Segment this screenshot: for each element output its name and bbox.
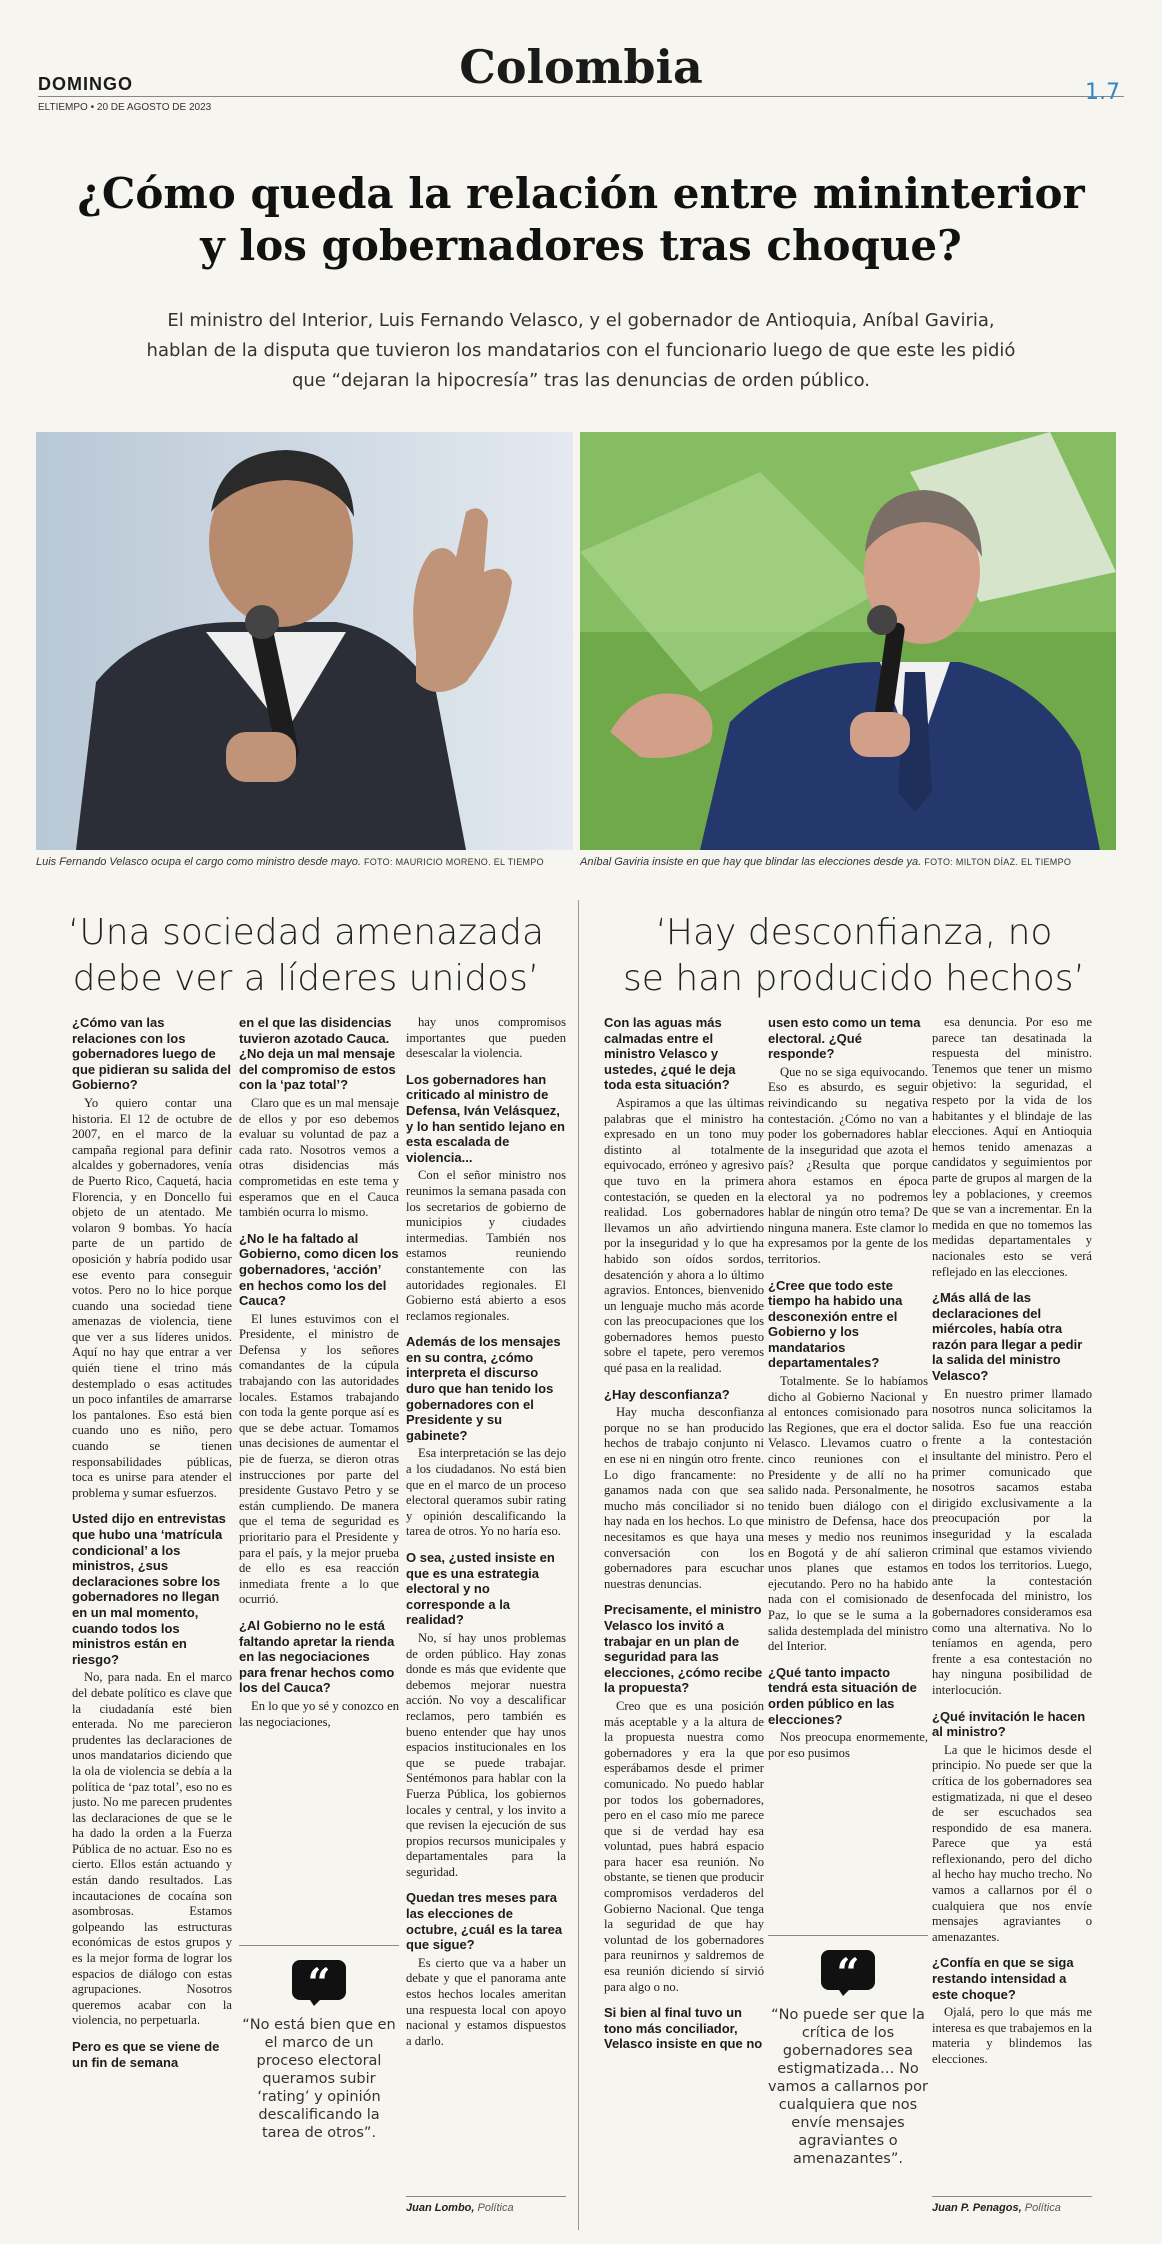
interview-answer: Yo quiero contar una historia. El 12 de octubre de 2007, en el marco de la campaña regional para definir alcaldes y gobernadores, venía de Puerto Rico, Caquetá, hacia Florencia, y en Doncello fui objeto de un atentado. Me volaron 9 bombas. Yo hacía parte de un partido de oposición y habría podido usar ese evento para conseguir votos. Pero no lo hice porque cuando una sociedad tiene amenazas de violencia, tiene que ver a sus líderes unidos. Aquí no hay que entrar a ver quién tiene el trino más destemplado o esas actitudes un poco infantiles de amarrarse los pantalones. Eso está bien cuando uno es niño, pero cuando se tienen responsabilidades públicas, toca es unirse para atender el problema y sumar esfuerzos.: [72, 1095, 232, 1500]
article-deck: El ministro del Interior, Luis Fernando Velasco, y el gobernador de Antioquia, Aníbal Gaviria, hablan de la disputa que tuvieron los mandatarios con el funcionario luego de que este les pidió que “dejaran la hipocresía” tras las denuncias de orden público.: [146, 310, 1016, 391]
byline-left: [406, 2202, 514, 2214]
interview-question: usen esto como un tema electoral. ¿Qué responde?: [768, 1015, 921, 1062]
quote-icon: [821, 1950, 875, 1996]
interview-answer: En lo que yo sé y conozco en las negociaciones,: [239, 1698, 399, 1729]
byline-role: Política: [477, 2202, 514, 2214]
byline-role: Política: [1024, 2202, 1061, 2214]
byline-rule: [932, 2196, 1092, 2197]
interview-answer: El lunes estuvimos con el Presidente, el ministro de Defensa y los señores comandantes de la cúpula trabajando con las autoridades locales. Estamos trabajando con toda la gente porque así es que se debe actuar. Tomamos unas decisiones de aumentar el pie de fuerza, se dieron otras instrucciones por parte del presidente Gustavo Petro y se están cumpliendo. De manera que el tema de seguridad es prioritario para el Presidente y para el país, y la mejor prueba de ello es esa reacción inmediata frente a lo que ocurrió.: [239, 1311, 399, 1607]
interview-question: ¿Al Gobierno no le está faltando apretar la rienda en las negociaciones para frenar hechos como los del Cauca?: [239, 1617, 395, 1696]
photo-velasco: [36, 432, 573, 850]
page-number: 1.7: [1085, 80, 1120, 105]
interview-answer: La que le hicimos desde el principio. No puede ser que la crítica de los gobernadores sea estigmatizada, ni que el deseo de ser escuchados sea respondido de esa manera. Parece que ya está reflexionando, pero del dicho al hecho hay mucho trecho. No vamos a callarnos por él o cualquiera que nos envíe mensajes agraviantes o amenazantes.: [932, 1742, 1092, 1944]
title-line-1: ‘Una sociedad amenazada: [67, 912, 545, 953]
text-column-4: [604, 1015, 764, 2220]
interview-answer: No, sí hay unos problemas de orden público. Hay zonas donde es más que evidente que debemos mejorar nuestra acción. No voy a descalificar reclamos, pero también es bueno entender que hay unos espacios institucionales en los que se puede trabajar. Sentémonos para hablar con la Fuerza Pública, los gobiernos locales y central, y los invito a que revisen la ejecución de sus propios recursos municipales y departamentales para la seguridad.: [406, 1630, 566, 1879]
interview-answer: Claro que es un mal mensaje de ellos y por eso debemos evaluar su voluntad de paz a cada rato. Nosotros vemos a otras disidencias más comprometidas en este tema y esperamos que en el Cauca también ocurra lo mismo.: [239, 1095, 399, 1220]
interview-answer: Esa interpretación se las dejo a los ciudadanos. No está bien que en el marco de un proceso electoral queramos subir rating y opinión descalificando la tarea de otros. Yo no haría eso.: [406, 1446, 566, 1539]
interview-question: Precisamente, el ministro Velasco los invitó a trabajar en un plan de seguridad para las elecciones, ¿cómo recibe la propuesta?: [604, 1602, 763, 1696]
interview-question: en el que las disidencias tuvieron azotado Cauca. ¿No deja un mal mensaje del compromiso de estos con la ‘paz total’?: [239, 1015, 396, 1093]
header-rule: [38, 96, 1124, 97]
interview-answer: Hay mucha desconfianza porque no se han producido hechos de trabajo conjunto ni en ese ni en ningún otro frente. Lo digo francamente: no ganamos nada con que sea mucho más conciliador si no hay nada en los hechos. Lo que necesitamos es que haya una conversación con los gobernadores para escuchar nuestras denuncias.: [604, 1405, 764, 1591]
text-column-6: [932, 1015, 1092, 2220]
title-line-1: ‘Hay desconfianza, no: [655, 912, 1053, 953]
interview-question: ¿No le ha faltado al Gobierno, como dicen los gobernadores, ‘acción’ en hechos como los del Cauca?: [239, 1230, 399, 1309]
byline-right: [932, 2202, 1061, 2214]
article-headline: [60, 168, 1102, 272]
photo-credit: FOTO: MILTON DÍAZ. EL TIEMPO: [924, 857, 1072, 867]
caption-text: Luis Fernando Velasco ocupa el cargo como ministro desde mayo.: [36, 856, 361, 868]
interview-question: ¿Más allá de las declaraciones del miércoles, había otra razón para llegar a pedir la salida del ministro Velasco?: [932, 1290, 1083, 1384]
interview-answer: Ojalá, pero lo que más me interesa es que trabajemos en la materia y blindemos las elecciones.: [932, 2005, 1092, 2066]
pull-quote-right: [768, 1935, 928, 2168]
pull-quote-rule: [768, 1935, 928, 1936]
quote-icon: [292, 1960, 346, 2006]
byline-author: Juan Lombo,: [406, 2202, 475, 2214]
interview-answer: Es cierto que va a haber un debate y que el panorama ante estos hechos locales ameritan una respuesta local con apoyo nacional y estamos dispuestos a darlo.: [406, 1955, 566, 2048]
interview-question: ¿Qué tanto impacto tendrá esta situación de orden público en las elecciones?: [768, 1664, 917, 1727]
interview-answer: Que no se siga equivocando. Eso es absurdo, es seguir reivindicando su negativa contestación. ¿Cómo no van a poder los gobernadores hablar de la inseguridad que azota el país? ¿Resulta que porque ahora estamos en época electoral ya no podremos hablar de ningún otro tema? De ninguna manera. Este clamor lo expresamos por la gente de los territorios.: [768, 1064, 928, 1266]
pull-quote-text: “No está bien que en el marco de un proceso electoral queramos subir ‘rating’ y opinión descalificando la tarea de otros”.: [242, 2017, 396, 2141]
interview-question: Si bien al final tuvo un tono más conciliador, Velasco insiste en que no: [604, 2005, 763, 2052]
svg-text:“: “: [836, 1950, 860, 1996]
pull-quote-text: “No puede ser que la crítica de los gobernadores sea estigmatizada… No vamos a callarnos por cualquiera que nos envíe mensajes agraviantes o amenazantes”.: [768, 2007, 928, 2167]
interview-answer: Con el señor ministro nos reunimos la semana pasada con los secretarios de gobierno de municipios y ciudades intermedias. También nos estamos reuniendo constantemente con las autoridades regionales. El Gobierno está abierto a esos reclamos regionales.: [406, 1168, 566, 1323]
interview-question: ¿Confía en que se siga restando intensidad a este choque?: [932, 1955, 1074, 2002]
text-column-5: [768, 1015, 928, 1930]
section-title: Colombia: [459, 40, 703, 94]
caption-text: Aníbal Gaviria insiste en que hay que blindar las elecciones desde ya.: [580, 856, 922, 868]
day-label: DOMINGO: [38, 74, 133, 94]
interview-answer: hay unos compromisos importantes que pueden desescalar la violencia.: [406, 1015, 566, 1061]
interview-answer: No, para nada. En el marco del debate político es clave que la ciudadanía esté bien enterada. No me parecieron prudentes las declaraciones de unos mandatarios diciendo que la ola de violencia se debía a la política de ‘paz total’, eso no es justo. No me parecen prudentes las declaraciones de que se le ha dado la orden a la Fuerza Pública de no actuar. Eso no es cierto. Ellos están actuando y están dando resultados. Las incautaciones de cocaína son asombrosas. Estamos golpeando las estructuras económicas de estos grupos y es la mejor forma de lograr los espacios de diálogo con estas agrupaciones. Nosotros queremos acabar con la violencia, no perpetuarla.: [72, 1670, 232, 2028]
title-line-2: debe ver a líderes unidos’: [72, 958, 540, 999]
photo-caption-right: [580, 856, 1116, 868]
text-column-2: [239, 1015, 399, 1935]
interview-question: O sea, ¿usted insiste en que es una estrategia electoral y no corresponde a la realidad?: [406, 1550, 555, 1628]
text-column-3: [406, 1015, 566, 2220]
headline-line-2: y los gobernadores tras choque?: [200, 221, 962, 270]
left-interview-title: [46, 910, 566, 1002]
right-interview-title: [594, 910, 1114, 1002]
interview-question: Además de los mensajes en su contra, ¿cómo interpreta el discurso duro que han tenido los gobernadores con el Presidente y su gabinete?: [406, 1334, 561, 1443]
interview-answer: Aspiramos a que las últimas palabras que el ministro ha expresado en un tono muy distinto al totalmente equivocado, erróneo y agresivo que tuvo en la primera contestación, se queden en la realidad. Los gobernadores llevamos un año advirtiendo por la inseguridad y lo que ha habido son oídos sordos, desatención y ahora a lo último agravios. Entonces, bienvenido un lenguaje mucho más acorde con las preocupaciones que los gobernadores hemos puesto sobre el tapete, pero veremos qué pasa en la realidad.: [604, 1095, 764, 1376]
interview-question: Usted dijo en entrevistas que hubo una ‘matrícula condicional’ a los ministros, ¿sus declaraciones sobre los gobernadores no llegan en un mal momento, cuando todos los ministros están en riesgo?: [72, 1511, 226, 1667]
title-line-2: se han producido hechos’: [623, 958, 1085, 999]
photo-caption-left: [36, 856, 573, 868]
pull-quote-left: [239, 1945, 399, 2142]
byline-rule: [406, 2196, 566, 2197]
interview-answer: Creo que es una posición más aceptable y a la altura de la propuesta nuestra como gobernadores y era la que esperábamos desde el primer comunicado. No puedo hablar por todos los gobernadores, pero en el caso mío me parece que si de verdad hay esa voluntad, pues habrá espacio para hacer esa reunión. No obstante, se tienen que producir compromisos verdaderos del Gobierno Nacional. Que tenga la seguridad de que hay voluntad de los gobernadores para reunirnos y saldremos de esa reunión diciendo sí sirvió para algo o no.: [604, 1698, 764, 1994]
interview-question: ¿Cómo van las relaciones con los gobernadores luego de que pidieran su salida del Gobierno?: [72, 1015, 231, 1093]
interview-question: Los gobernadores han criticado al ministro de Defensa, Iván Velásquez, y lo han sentido lejano en esta escalada de violencia...: [406, 1071, 565, 1165]
photo-gaviria: [580, 432, 1116, 850]
byline-author: Juan P. Penagos,: [932, 2202, 1022, 2214]
interview-question: Pero es que se viene de un fin de semana: [72, 2039, 220, 2070]
interview-answer: Totalmente. Se lo habíamos dicho al Gobierno Nacional y al entonces comisionado para las Regiones, que era el doctor Velasco. Llevamos cuatro o cinco reuniones con el Presidente y de allí no ha salido nada. Personalmente, he tenido buen diálogo con el ministro de Defensa, hace dos meses y medio nos reunimos en Bogotá y de ahí salieron unos planes que estamos ejecutando. Pero no ha habido nada con el comisionado de Paz, lo que se le suma a la salida destemplada del ministro del Interior.: [768, 1374, 928, 1654]
interview-question: ¿Hay desconfianza?: [604, 1386, 730, 1402]
interview-answer: Nos preocupa enormemente, por eso pusimos: [768, 1730, 928, 1760]
photo-credit: FOTO: MAURICIO MORENO. EL TIEMPO: [363, 857, 544, 867]
interview-question: ¿Qué invitación le hacen al ministro?: [932, 1708, 1086, 1740]
interview-question: Quedan tres meses para las elecciones de octubre, ¿cuál es la tarea que sigue?: [406, 1890, 563, 1953]
text-column-1: [72, 1015, 232, 2220]
page-header: [38, 30, 1124, 120]
svg-text:“: “: [307, 1960, 331, 2006]
dateline: ELTIEMPO • 20 DE AGOSTO DE 2023: [38, 102, 212, 113]
interview-answer: esa denuncia. Por eso me parece tan desatinada la respuesta del ministro. Tenemos que tener un mismo objetivo: la seguridad, el respeto por la vida de los habitantes y el blindaje de las elecciones. Aquí en Antioquia hemos tenido amenazas a candidatos y seguimientos por parte de grupos al margen de la ley a poblaciones, y creemos que se van a incrementar. En la medida en que no tomemos las medidas departamentales y nacionales esto se verá reflejado en las elecciones.: [932, 1015, 1092, 1279]
pull-quote-rule: [239, 1945, 399, 1946]
interview-question: Con las aguas más calmadas entre el ministro Velasco y ustedes, ¿qué le deja toda esta situación?: [604, 1015, 736, 1093]
interview-answer: En nuestro primer llamado nosotros nunca solicitamos la salida. Eso fue una reacción frente a la contestación insultante del ministro. Pero el primer comunicado que nosotros sacamos estaba dirigido exclusivamente a la preocupación por la inseguridad y la escalada criminal que estamos viviendo en todos los territorios. Luego, ante la contestación desenfocada del ministro, los gobernadores consideramos esa como una alternativa. No lo teníamos en agenda, pero frente a esa contestación no hay ninguna posibilidad de interlocución.: [932, 1386, 1092, 1697]
column-divider: [578, 900, 579, 2230]
interview-question: ¿Cree que todo este tiempo ha habido una desconexión entre el Gobierno y los mandatarios departamentales?: [768, 1277, 903, 1371]
headline-line-1: ¿Cómo queda la relación entre mininterior: [77, 169, 1085, 218]
